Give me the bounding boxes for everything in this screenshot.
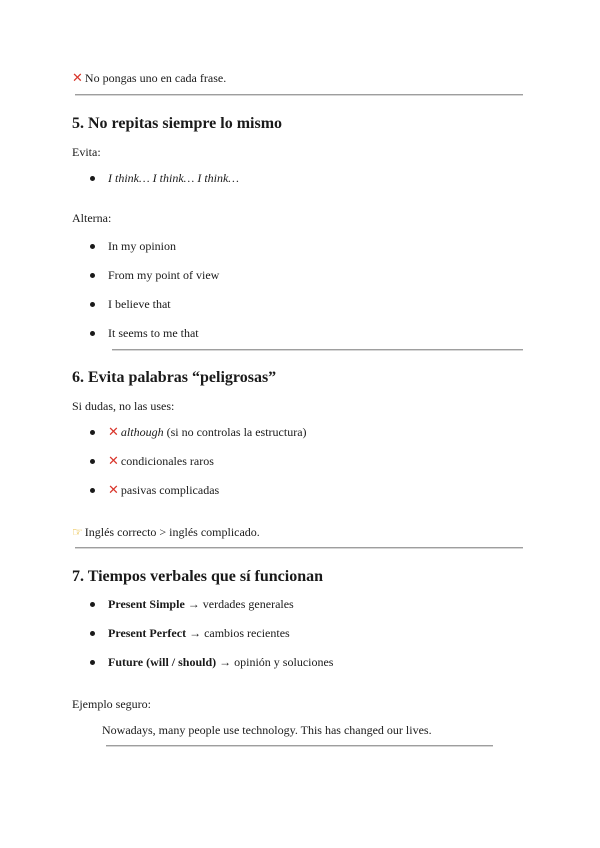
bullet-icon <box>90 602 95 607</box>
bullet-icon <box>90 660 95 665</box>
section-7-title: 7. Tiempos verbales que sí funcionan <box>72 568 324 585</box>
list-item <box>90 453 214 470</box>
risky-item: condicionales raros <box>120 454 214 468</box>
bullet-icon <box>90 631 95 636</box>
bullet-icon <box>90 244 95 249</box>
tense-name: Present Perfect <box>108 626 187 640</box>
avoid-example: I think… I think… I think… <box>108 171 239 185</box>
list-item <box>90 596 294 612</box>
tense-use: → opinión y soluciones <box>216 655 334 669</box>
alternate-item: From my point of view <box>108 268 220 282</box>
list-item <box>90 296 171 312</box>
bullet-icon <box>90 273 95 278</box>
bullet-icon <box>90 459 95 464</box>
list-item <box>90 625 290 641</box>
section-6-title: 6. Evita palabras “peligrosas” <box>72 369 277 386</box>
bullet-icon <box>90 302 95 307</box>
tip-line <box>72 524 260 540</box>
tense-name: Future (will / should) <box>108 655 217 669</box>
cross-mark-icon: ✕ <box>72 71 83 86</box>
alternate-label: Alterna: <box>72 211 112 225</box>
list-item <box>90 325 199 341</box>
bullet-icon <box>90 488 95 493</box>
section-5-title: 5. No repitas siempre lo mismo <box>72 115 283 132</box>
tip-text: Inglés correcto > inglés complicado. <box>84 525 260 539</box>
list-item <box>90 654 333 670</box>
bullet-icon <box>90 331 95 336</box>
risky-note: (si no controlas la estructura) <box>163 425 307 439</box>
alternate-item: I believe that <box>108 297 171 311</box>
list-item <box>90 424 307 441</box>
tense-use: → verdades generales <box>184 597 294 611</box>
divider <box>106 745 493 747</box>
divider <box>112 349 523 351</box>
example-label: Ejemplo seguro: <box>72 697 151 711</box>
alternate-item: It seems to me that <box>108 326 199 340</box>
bullet-icon <box>90 430 95 435</box>
cross-mark-icon: ✕ <box>108 483 119 498</box>
cross-mark-icon: ✕ <box>108 425 119 440</box>
risky-word: although <box>120 425 164 439</box>
list-item <box>90 238 176 254</box>
intro-text: No pongas uno en cada frase. <box>84 71 227 85</box>
list-item <box>90 267 219 283</box>
cross-mark-icon: ✕ <box>108 454 119 469</box>
alternate-item: In my opinion <box>108 239 176 253</box>
tense-name: Present Simple <box>108 597 185 611</box>
bullet-icon <box>90 176 95 181</box>
pointing-hand-icon: ☞ <box>72 525 83 539</box>
risky-item: pasivas complicadas <box>120 483 220 497</box>
divider <box>75 94 523 96</box>
avoid-label: Evita: <box>72 145 101 159</box>
list-item <box>90 170 239 186</box>
list-item <box>90 482 219 499</box>
example-text: Nowadays, many people use technology. This has changed our lives. <box>102 723 432 737</box>
section-6-intro: Si dudas, no las uses: <box>72 399 175 413</box>
tense-use: → cambios recientes <box>186 626 290 640</box>
divider <box>75 547 523 549</box>
intro-line <box>72 70 226 87</box>
